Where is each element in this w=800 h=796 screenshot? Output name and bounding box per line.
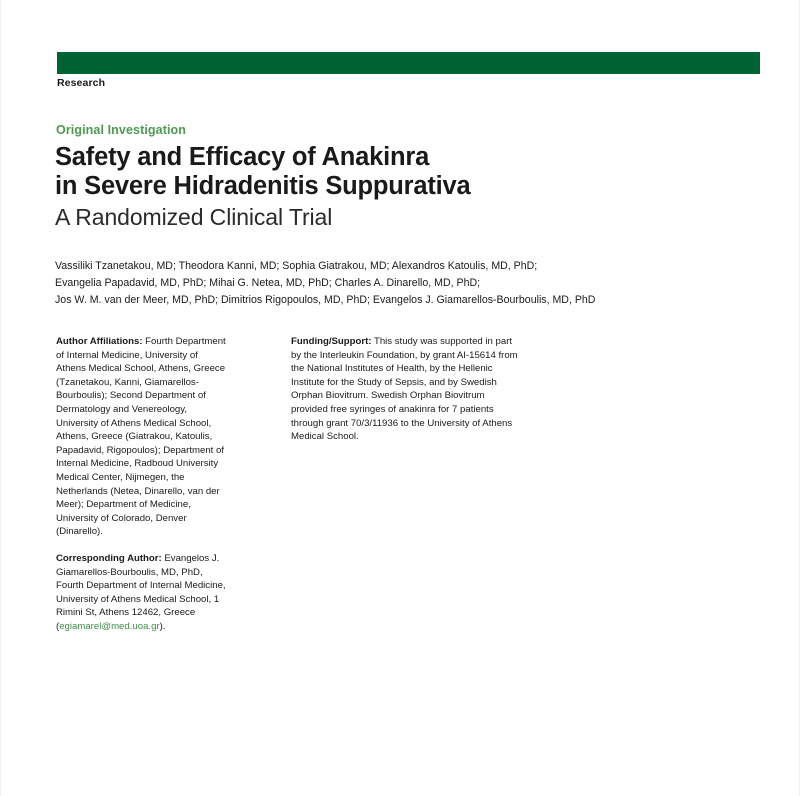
article-type-kicker: Original Investigation bbox=[56, 123, 186, 137]
funding-support-text: This study was supported in part by the Interleukin Foundation, by grant AI-15614 from the National Institutes of Health, by the Hellenic Institute for the Study of Sepsis, and by Swedish Orphan Biovitrum. Swedish Orphan Biovitrum provided free syringes of anakinra for 7 patients through grant 70/3/11936 to the University of Athens Medical School. bbox=[291, 336, 518, 443]
corresponding-author-text-tail: ). bbox=[159, 620, 166, 632]
author-affiliations-label: Author Affiliations: bbox=[56, 336, 143, 347]
corresponding-author-text: Evangelos J. Giamarellos-Bourboulis, MD, PhD, Fourth Department of Internal Medicine, University of Athens Medical School, 1 Rimini St, Athens 12462, Greece ( bbox=[56, 552, 226, 632]
notes-column-left bbox=[56, 335, 226, 633]
article-subtitle: A Randomized Clinical Trial bbox=[55, 204, 333, 230]
corresponding-author-label: Corresponding Author: bbox=[56, 552, 162, 564]
notes-column-right bbox=[291, 335, 523, 444]
author-affiliations-text: Fourth Department of Internal Medicine, University of Athens Medical School, Athens, Greece (Tzanetakou, Kanni, Giamarellos-Bourboulis); Second Department of Dermatology and Venereology, University of Athens Medical School, Athens, Greece (Giatrakou, Katoulis, Papadavid, Rigopoulos); Department of Internal Medicine, Radboud University Medical Center, Nijmegen, the Netherlands (Netea, Dinarello, van der Meer); Department of Medicine, University of Colorado, Denver (Dinarello). bbox=[56, 336, 226, 538]
header-green-bar bbox=[57, 52, 760, 74]
author-line: Vassiliki Tzanetakou, MD; Theodora Kanni, MD; Sophia Giatrakou, MD; Alexandros Katoulis, MD, PhD; bbox=[55, 260, 538, 272]
article-title-line-1: Safety and Efficacy of Anakinra bbox=[55, 143, 430, 171]
article-title-line-2: in Severe Hidradenitis Suppurativa bbox=[55, 172, 471, 200]
funding-support-note bbox=[291, 335, 523, 444]
running-head-label: Research bbox=[57, 77, 106, 89]
corresponding-author-note bbox=[56, 552, 226, 634]
corresponding-author-email-link[interactable]: egiamarel@med.uoa.gr bbox=[59, 620, 160, 632]
author-line: Jos W. M. van der Meer, MD, PhD; Dimitrios Rigopoulos, MD, PhD; Evangelos J. Giamarellos-Bourboulis, MD, PhD bbox=[55, 294, 596, 306]
page-edge-rule-left bbox=[0, 0, 1, 796]
author-byline bbox=[55, 258, 755, 309]
author-line: Evangelia Papadavid, MD, PhD; Mihai G. Netea, MD, PhD; Charles A. Dinarello, MD, PhD; bbox=[55, 277, 481, 289]
funding-support-label: Funding/Support: bbox=[291, 336, 372, 347]
author-affiliations-note bbox=[56, 335, 226, 539]
article-title-block bbox=[55, 143, 675, 232]
